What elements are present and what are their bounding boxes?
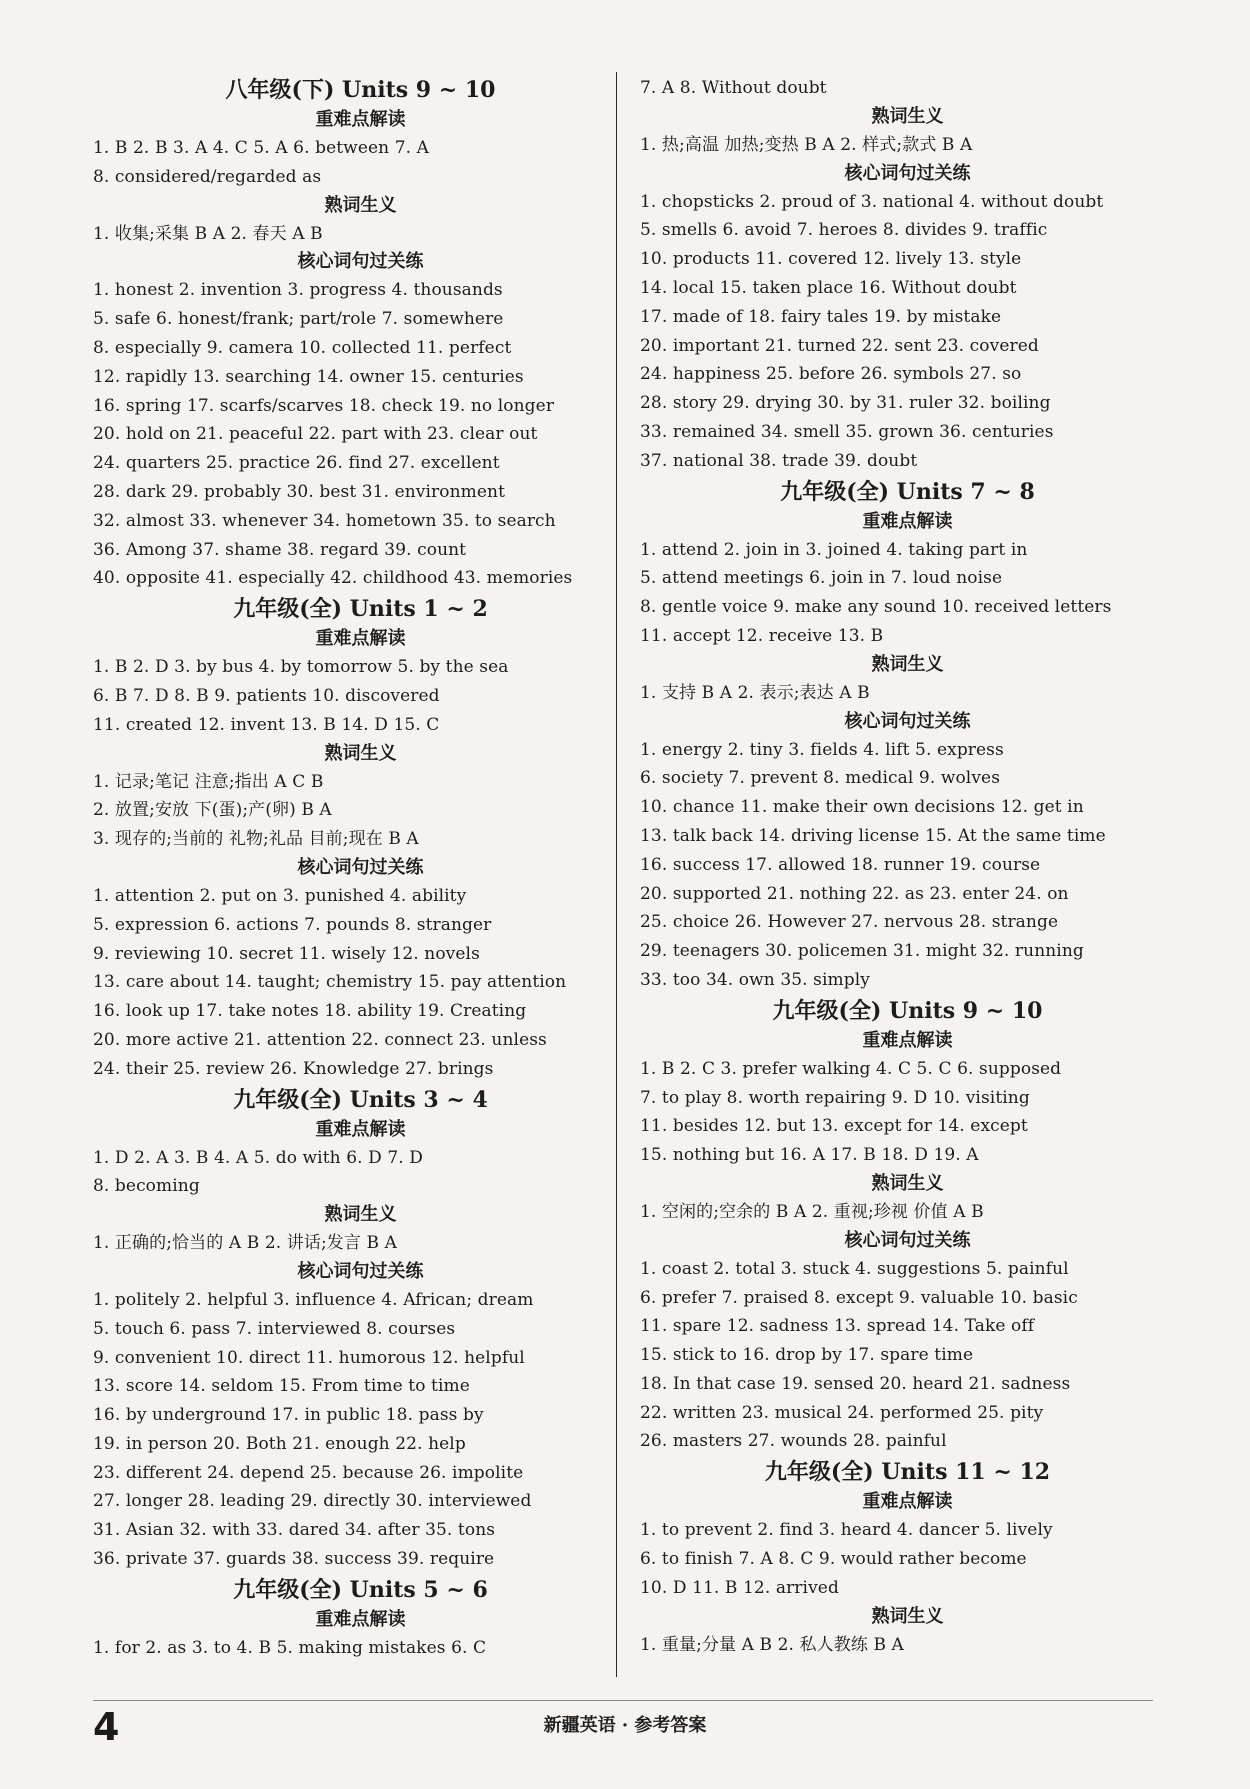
footer-title: 新疆英语 · 参考答案: [543, 1715, 707, 1736]
section-subheading: 重难点解读: [315, 1118, 406, 1140]
answer-row: 1. 热;高温 加热;变热 B A 2. 样式;款式 B A: [640, 134, 973, 155]
answer-row: 11. accept 12. receive 13. B: [640, 625, 884, 646]
section-subheading: 核心词句过关练: [297, 856, 424, 878]
answer-row: 5. touch 6. pass 7. interviewed 8. courses: [93, 1318, 456, 1339]
answer-row: 9. reviewing 10. secret 11. wisely 12. novels: [93, 943, 480, 964]
answer-row: 1. B 2. B 3. A 4. C 5. A 6. between 7. A: [93, 138, 430, 158]
answer-row: 8. becoming: [93, 1176, 200, 1197]
answer-row: 25. choice 26. However 27. nervous 28. strange: [640, 912, 1059, 933]
answer-row: 10. products 11. covered 12. lively 13. style: [640, 249, 1022, 270]
answer-row: 1. chopsticks 2. proud of 3. national 4. without doubt: [640, 191, 1104, 212]
answer-row: 29. teenagers 30. policemen 31. might 32. running: [640, 941, 1084, 962]
answer-row: 23. different 24. depend 25. because 26. impolite: [93, 1462, 524, 1483]
answer-row: 24. happiness 25. before 26. symbols 27. so: [640, 364, 1022, 385]
answer-row: 5. safe 6. honest/frank; part/role 7. somewhere: [93, 309, 504, 330]
answer-row: 36. private 37. guards 38. success 39. require: [93, 1549, 495, 1570]
answer-row: 37. national 38. trade 39. doubt: [640, 450, 918, 471]
answer-row: 1. honest 2. invention 3. progress 4. thousands: [93, 280, 503, 301]
answer-row: 11. spare 12. sadness 13. spread 14. Take off: [640, 1316, 1035, 1337]
answer-row: 1. 重量;分量 A B 2. 私人教练 B A: [640, 1634, 904, 1655]
answer-row: 1. B 2. D 3. by bus 4. by tomorrow 5. by the sea: [93, 657, 509, 678]
answer-row: 7. to play 8. worth repairing 9. D 10. visiting: [640, 1087, 1030, 1108]
section-subheading: 熟词生义: [871, 1172, 944, 1194]
answer-row: 1. B 2. C 3. prefer walking 4. C 5. C 6. supposed: [640, 1058, 1062, 1079]
page-number: 4: [93, 1705, 120, 1749]
answer-row: 19. in person 20. Both 21. enough 22. help: [93, 1433, 466, 1454]
answer-row: 22. written 23. musical 24. performed 25. pity: [640, 1402, 1044, 1423]
answer-row: 1. attend 2. join in 3. joined 4. taking part in: [640, 539, 1028, 560]
answer-row: 5. smells 6. avoid 7. heroes 8. divides 9. traffic: [640, 220, 1048, 241]
unit-title: 九年级(全) Units 5 ~ 6: [233, 1576, 488, 1603]
answer-row: 16. spring 17. scarfs/scarves 18. check 19. no longer: [93, 395, 555, 416]
section-subheading: 核心词句过关练: [844, 162, 971, 184]
answer-row: 1. energy 2. tiny 3. fields 4. lift 5. express: [640, 739, 1004, 760]
unit-title: 九年级(全) Units 9 ~ 10: [772, 997, 1043, 1024]
answer-row: 2. 放置;安放 下(蛋);产(卵) B A: [93, 800, 332, 821]
answer-row: 8. gentle voice 9. make any sound 10. received letters: [640, 597, 1112, 618]
answer-row: 36. Among 37. shame 38. regard 39. count: [93, 539, 467, 560]
answer-row: 5. attend meetings 6. join in 7. loud noise: [640, 568, 1003, 589]
section-subheading: 熟词生义: [324, 194, 397, 216]
answer-row: 6. prefer 7. praised 8. except 9. valuable 10. basic: [640, 1287, 1078, 1308]
right-column: [640, 74, 1175, 1659]
answer-row: 11. created 12. invent 13. B 14. D 15. C: [93, 714, 440, 735]
answer-row: 18. In that case 19. sensed 20. heard 21. sadness: [640, 1373, 1071, 1394]
answer-row: 24. quarters 25. practice 26. find 27. excellent: [93, 453, 500, 474]
answer-row: 1. D 2. A 3. B 4. A 5. do with 6. D 7. D: [93, 1147, 424, 1168]
left-column: [93, 74, 628, 1663]
answer-row: 32. almost 33. whenever 34. hometown 35. to search: [93, 510, 556, 531]
footer-rule: [93, 1700, 1153, 1701]
answer-row: 8. especially 9. camera 10. collected 11. perfect: [93, 337, 512, 358]
section-subheading: 核心词句过关练: [297, 1260, 424, 1282]
answer-row: 12. rapidly 13. searching 14. owner 15. centuries: [93, 366, 524, 387]
answer-row: 26. masters 27. wounds 28. painful: [640, 1431, 947, 1452]
answer-row: 6. society 7. prevent 8. medical 9. wolves: [640, 768, 1001, 789]
column-divider: [616, 72, 617, 1677]
answer-row: 17. made of 18. fairy tales 19. by mistake: [640, 306, 1002, 327]
answer-row: 24. their 25. review 26. Knowledge 27. brings: [93, 1058, 494, 1079]
answer-row: 14. local 15. taken place 16. Without doubt: [640, 277, 1017, 298]
answer-row: 1. 支持 B A 2. 表示;表达 A B: [640, 682, 870, 703]
section-subheading: 熟词生义: [871, 105, 944, 127]
answer-row: 9. convenient 10. direct 11. humorous 12. helpful: [93, 1347, 525, 1368]
answer-row: 16. look up 17. take notes 18. ability 19. Creating: [93, 1001, 527, 1022]
answer-row: 40. opposite 41. especially 42. childhood 43. memories: [93, 568, 573, 589]
answer-row: 3. 现存的;当前的 礼物;礼品 目前;现在 B A: [93, 829, 419, 850]
unit-title: 九年级(全) Units 1 ~ 2: [233, 596, 488, 623]
answer-row: 1. 记录;笔记 注意;指出 A C B: [93, 771, 324, 792]
answer-row: 28. dark 29. probably 30. best 31. environment: [93, 481, 506, 502]
answer-row: 1. to prevent 2. find 3. heard 4. dancer 5. lively: [640, 1520, 1053, 1541]
unit-title: 九年级(全) Units 3 ~ 4: [233, 1086, 488, 1113]
section-subheading: 重难点解读: [862, 510, 953, 532]
answer-row: 1. attention 2. put on 3. punished 4. ability: [93, 885, 467, 906]
answer-row: 20. hold on 21. peaceful 22. part with 23. clear out: [93, 424, 538, 445]
section-subheading: 熟词生义: [324, 1204, 397, 1226]
answer-row: 6. to finish 7. A 8. C 9. would rather become: [640, 1549, 1027, 1570]
answer-row: 1. 正确的;恰当的 A B 2. 讲话;发言 B A: [93, 1233, 397, 1254]
answer-row: 10. D 11. B 12. arrived: [640, 1577, 839, 1598]
answer-row: 16. by underground 17. in public 18. pass by: [93, 1405, 484, 1426]
answer-row: 1. politely 2. helpful 3. influence 4. African; dream: [93, 1289, 534, 1310]
answer-row: 20. important 21. turned 22. sent 23. covered: [640, 335, 1039, 356]
answer-row: 1. for 2. as 3. to 4. B 5. making mistakes 6. C: [93, 1637, 487, 1658]
answer-row: 13. talk back 14. driving license 15. At the same time: [640, 825, 1106, 846]
section-subheading: 核心词句过关练: [297, 251, 424, 273]
answer-row: 8. considered/regarded as: [93, 166, 322, 187]
answer-row: 1. 收集;采集 B A 2. 春天 A B: [93, 223, 323, 244]
answer-row: 11. besides 12. but 13. except for 14. except: [640, 1116, 1028, 1137]
answer-row: 7. A 8. Without doubt: [640, 78, 827, 98]
answer-row: 31. Asian 32. with 33. dared 34. after 35. tons: [93, 1520, 496, 1541]
section-subheading: 重难点解读: [862, 1491, 953, 1513]
answer-row: 15. nothing but 16. A 17. B 18. D 19. A: [640, 1145, 979, 1166]
section-subheading: 熟词生义: [871, 1605, 944, 1627]
unit-title: 八年级(下) Units 9 ~ 10: [225, 77, 496, 103]
section-subheading: 重难点解读: [315, 628, 406, 650]
unit-title: 九年级(全) Units 11 ~ 12: [764, 1459, 1051, 1486]
section-subheading: 核心词句过关练: [844, 1229, 971, 1251]
section-subheading: 熟词生义: [324, 742, 397, 764]
answer-row: 10. chance 11. make their own decisions 12. get in: [640, 797, 1084, 818]
answer-row: 27. longer 28. leading 29. directly 30. interviewed: [93, 1491, 532, 1512]
section-subheading: 核心词句过关练: [844, 710, 971, 732]
answer-row: 13. care about 14. taught; chemistry 15. pay attention: [93, 972, 567, 993]
answer-row: 5. expression 6. actions 7. pounds 8. stranger: [93, 914, 492, 935]
section-subheading: 重难点解读: [315, 109, 406, 130]
answer-row: 16. success 17. allowed 18. runner 19. course: [640, 854, 1041, 875]
answer-row: 13. score 14. seldom 15. From time to time: [93, 1376, 470, 1397]
answer-row: 1. 空闲的;空余的 B A 2. 重视;珍视 价值 A B: [640, 1201, 984, 1222]
section-subheading: 重难点解读: [862, 1029, 953, 1051]
answer-row: 20. more active 21. attention 22. connect 23. unless: [93, 1029, 547, 1050]
section-subheading: 熟词生义: [871, 653, 944, 675]
answer-row: 28. story 29. drying 30. by 31. ruler 32. boiling: [640, 393, 1051, 414]
answer-row: 6. B 7. D 8. B 9. patients 10. discovered: [93, 685, 440, 706]
unit-title: 九年级(全) Units 7 ~ 8: [780, 478, 1035, 505]
answer-row: 1. coast 2. total 3. stuck 4. suggestions 5. painful: [640, 1258, 1069, 1279]
answer-row: 33. remained 34. smell 35. grown 36. centuries: [640, 421, 1054, 442]
section-subheading: 重难点解读: [315, 1608, 406, 1630]
answer-row: 33. too 34. own 35. simply: [640, 969, 870, 990]
answer-row: 20. supported 21. nothing 22. as 23. enter 24. on: [640, 883, 1069, 904]
answer-row: 15. stick to 16. drop by 17. spare time: [640, 1345, 974, 1366]
